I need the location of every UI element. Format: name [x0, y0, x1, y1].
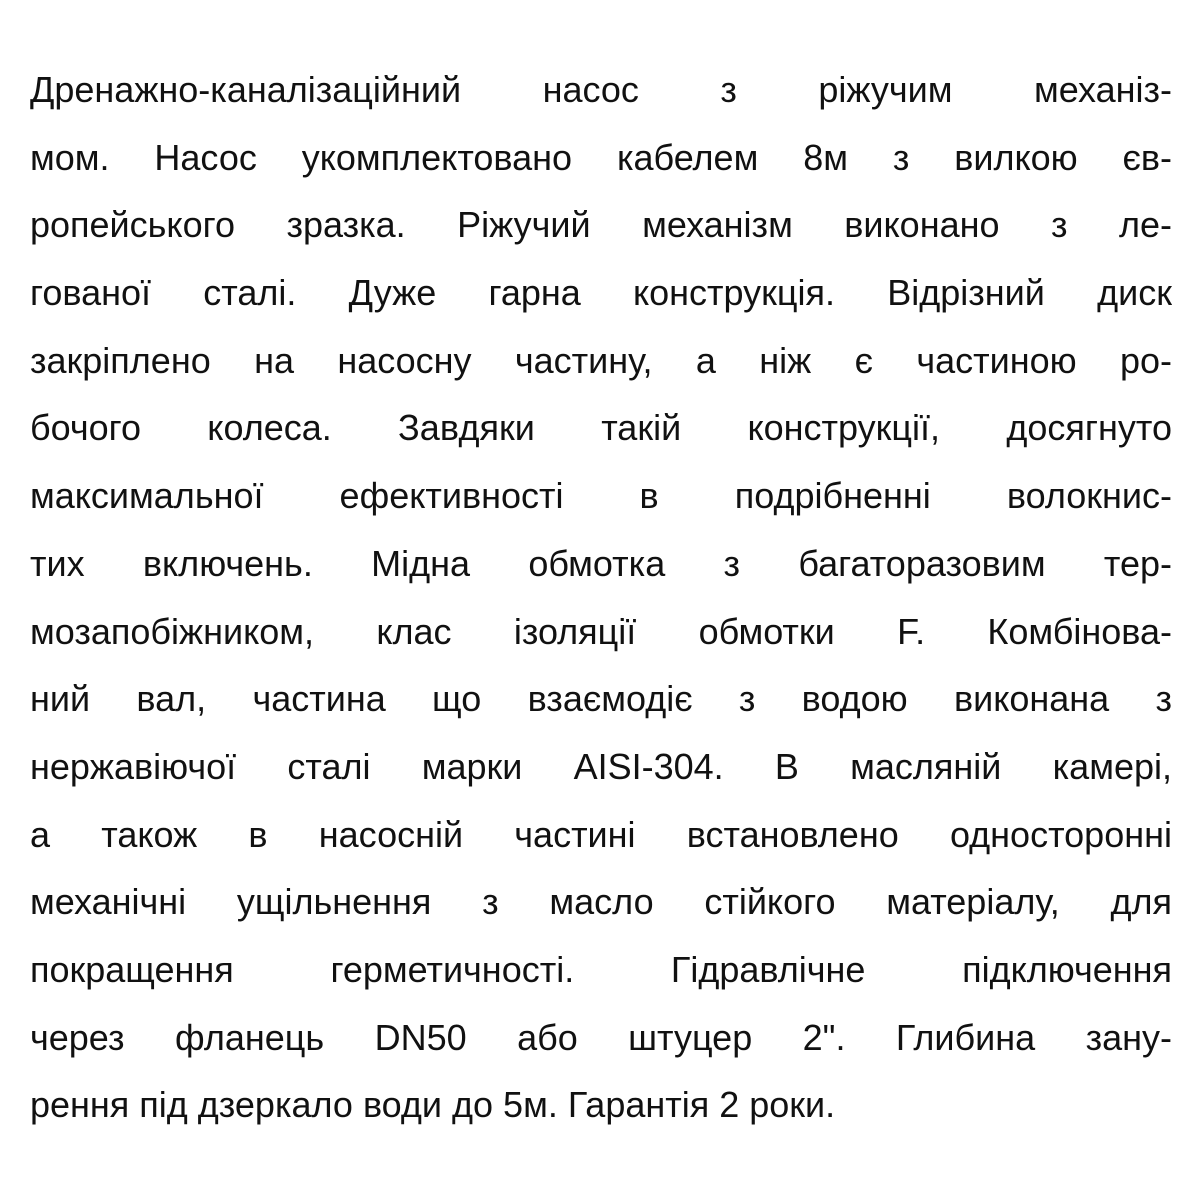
text-line-8: тих включень. Мідна обмотка з багаторазовим тер- [30, 542, 1172, 584]
text-line-16: рення під дзеркало води до 5м. Гарантія 2 роки. [30, 1084, 836, 1126]
text-line-4: гованої сталі. Дуже гарна конструкція. Відрізний диск [30, 272, 1172, 314]
text-line-2: мом. Насос укомплектовано кабелем 8м з вилкою єв- [30, 136, 1172, 178]
text-line-15: через фланець DN50 або штуцер 2". Глибина зану- [30, 1016, 1172, 1058]
product-description [30, 62, 1172, 1145]
text-line-14: покращення герметичності. Гідравлічне підключення [30, 948, 1172, 990]
text-line-12: а також в насосній частині встановлено односторонні [30, 813, 1172, 855]
text-line-10: ний вал, частина що взаємодіє з водою виконана з [30, 678, 1172, 720]
text-line-13: механічні ущільнення з масло стійкого матеріалу, для [30, 881, 1172, 923]
text-line-9: мозапобіжником, клас ізоляції обмотки F. Комбінова- [30, 610, 1172, 652]
text-line-11: нержавіючої сталі марки AISI-304. В масляній камері, [30, 745, 1172, 787]
text-line-7: максимальної ефективності в подрібненні волокнис- [30, 475, 1172, 517]
text-line-5: закріплено на насосну частину, а ніж є частиною ро- [30, 339, 1172, 381]
text-line-1: Дренажно-каналізаційний насос з ріжучим механіз- [30, 69, 1172, 110]
text-line-3: ропейського зразка. Ріжучий механізм виконано з ле- [30, 204, 1172, 246]
text-line-6: бочого колеса. Завдяки такій конструкції, досягнуто [30, 407, 1172, 449]
